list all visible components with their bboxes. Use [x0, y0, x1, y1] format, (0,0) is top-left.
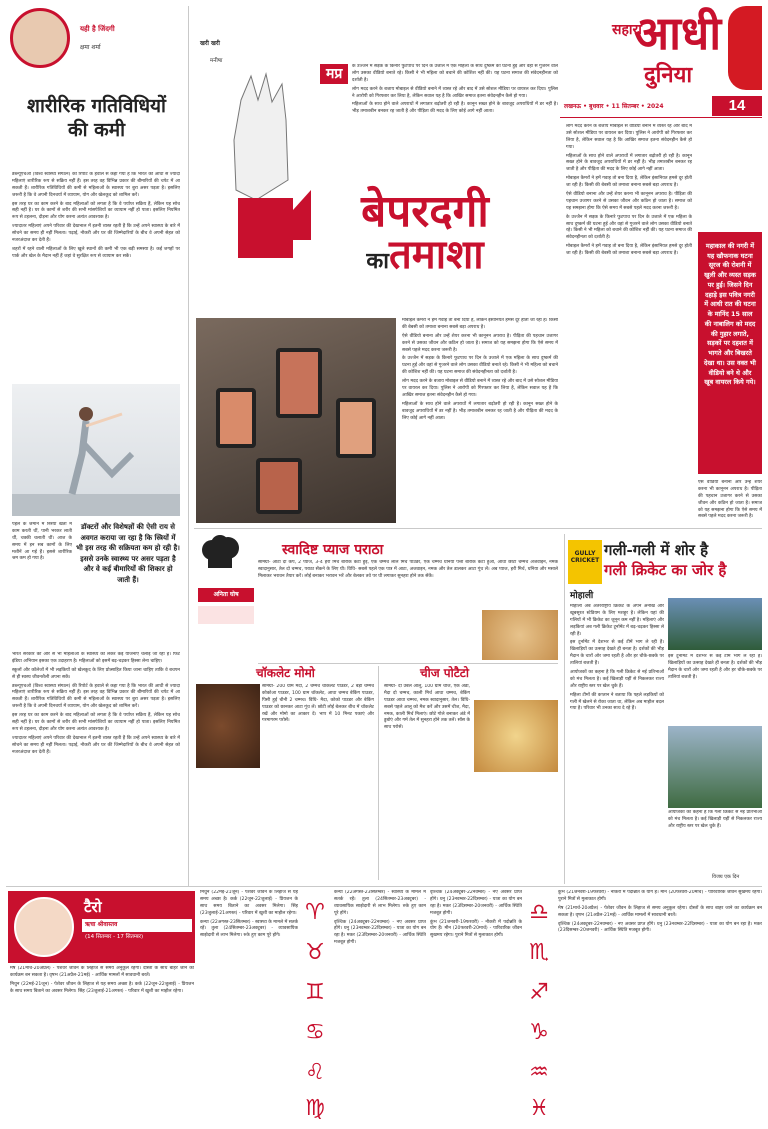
paragraph: ज्यादातर महिलाएं अपने परिवार की देखभाल में इतनी व्यस्त रहती हैं कि उन्हें अपने स्वास्थ्य के बारे में सोचने का समय ही नहीं मिलता। पढ़ाई, नौकरी और घर की जिम्मेदारियों के बीच वे अपनी सेहत को नजरअंदाज कर देती हैं। [12, 735, 180, 755]
paragraph: इस टूर्नामेंट में देशभर से कई टीमें भाग ले रही हैं। खिलाड़ियों का उत्साह देखते ही बनता है। दर्शकों की भीड़ मैदान के चारों ओर जमा रहती है और हर चौके-छक्के पर तालियां बजती हैं। [668, 654, 762, 680]
paragraph: महिलाओं के साथ होने वाले अपराधों में लगातार बढ़ोतरी हो रही है। कानून सख्त होने के बावजूद अपराधियों में डर नहीं है। भीड़ तमाशबीन बनकर रह जाती है और पीड़िता की मदद के लिए कोई आगे नहीं आता। [566, 153, 692, 173]
cricket-body-col2b [668, 810, 762, 872]
author-name: क्षमा शर्मा [80, 44, 101, 51]
cricket-match-photo [668, 598, 762, 650]
main-body-col1 [402, 318, 558, 523]
section-divider [6, 886, 762, 887]
virgo-icon: ♍ [305, 1096, 325, 1121]
paragraph: मोहाली अब अंतरराष्ट्रीय क्रिकेट के अपने अनोखे और खूबसूरत स्टेडियम के लिए मशहूर है। लेकिन यहां की गलियों में भी क्रिकेट का जुनून कम नहीं है। महिलाएं और लड़कियां अब गली क्रिकेट टूर्नामेंट में बढ़-चढ़कर हिस्सा ले रही हैं। [570, 604, 664, 637]
paragraph: महिलाओं के साथ होने वाले अपराधों में लगातार बढ़ोतरी हो रही है। कानून सख्त होने के बावजूद अपराधियों में डर नहीं है। भीड़ तमाशबीन बनकर रह जाती है और पीड़िता की मदद के लिए कोई आगे नहीं आता। [352, 102, 558, 115]
left-body [12, 172, 180, 380]
leo-icon: ♌ [305, 1060, 325, 1085]
paragraph: कुंभ (21जनवरी-19फरवरी) - नौकरी में पदोन्नति के योग हैं। मीन (20फरवरी-20मार्च) - पारिवारिक जीवन सुखमय रहेगा। पुराने मित्रों से मुलाकात होगी। [430, 919, 522, 939]
main-body-col3 [698, 480, 762, 524]
astrologer-photo [14, 897, 74, 957]
chef-hat-icon [196, 534, 244, 582]
brand-name: सहारा [612, 22, 642, 38]
paragraph: कुंभ (21जनवरी-19फरवरी) - नौकरी में पदोन्नति के योग हैं। मीन (20फरवरी-20मार्च) - पारिवारिक जीवन सुखमय रहेगा। पुराने मित्रों से मुलाकात होगी। [558, 890, 762, 902]
cricket-body-col2a [668, 654, 762, 724]
horoscope-col3 [334, 890, 426, 1124]
recipe-text-3: सामग्री- दो उबले आलू, 100 ग्राम चीज, एक अंडा, मैदा दो चम्मच, काली मिर्च आधा चम्मच, बेकिंग पाउडर आधा चम्मच, नमक स्वादानुसार, तेल। विधि- सबसे पहले आलू को मैश करें और उसमें चीज, मैदा, नमक, काली मिर्च मिलाएं। छोटे गोले बनाकर अंडे में डुबोएं और गर्म तेल में सुनहरा होने तक तलें। सॉस के साथ परोसें। [384, 684, 470, 731]
cricket-lead: मोहाली [570, 591, 594, 601]
cricket-player-photo [668, 726, 762, 808]
cricket-body-col1 [570, 604, 664, 880]
pullquote: डॉक्टरों और विशेषज्ञों की ऐसी राय से अवगत कराया जा रहा है कि स्त्रियों में भी इस तरह की सक्रियता कम हो रही है। इससे उनके स्वास्थ्य पर असर पड़ता है और वे कई बीमारियों की शिकार हो जाती हैं। [76, 523, 180, 584]
main-body-col2 [566, 124, 692, 522]
column-divider [564, 534, 565, 884]
masthead-title: आधी [634, 6, 722, 60]
highlight-box: महाकाल की नगरी में यह खौफनाक घटना सूरज की रोशनी में खुली और व्यस्त सड़क पर हुई। जिसने दिन दहाड़े इस पवित्र नगरी में आधी रात की घटना के मानिंद 15 साल की नाबालिग को मदद की गुहार लगाते, सड़कों पर दहशत में भागते और बिखरते देखा था। उस वक्त भी वीडियो बने थे और खूब वायरल किये गये। [698, 232, 762, 474]
aries-icon: ♈ [305, 900, 325, 925]
photo-credit: विजय एक दिन [712, 874, 740, 880]
paragraph: वृश्चिक (24अक्टूबर-22नवम्बर) - नए अवसर प्राप्त होंगे। धनु (23नवम्बर-22दिसम्बर) - यात्रा का योग बन रहा है। मकर (23दिसम्बर-20जनवरी) - आर्थिक स्थिति मजबूत होगी। [334, 919, 426, 946]
main-headline [300, 186, 550, 278]
left-headline: शारीरिक गतिविधियों की कमी [27, 95, 166, 141]
recipe-text-1: सामग्री- आटा दो कप, 2 प्याज, 3-4 हरी मिर्च बारीक कटी हुई, एक चम्मच लाल मिर्च पाउडर, एक चम्मच धनिया पत्ता बारीक कटा हुआ, आधा छोटा चम्मच अजवाइन, नमक स्वादानुसार, तेल दो चम्मच, पराठा सेंकने के लिए घी। विधि- सबसे पहले एक पात्र में आटा, अजवाइन, नमक और तेल डालकर आटा गूंथ लें। अब प्याज, हरी मिर्च, धनिया और मसाले मिलाकर भरावन तैयार करें। लोई बनाकर भरावन भरें और बेलकर तवे पर घी लगाकर सुनहरा होने तक सेंकें। [258, 560, 558, 579]
libra-icon: ♎ [529, 900, 549, 925]
sagittarius-icon: ♐ [529, 980, 549, 1005]
cancer-icon: ♋ [305, 1020, 325, 1045]
paragraph: डब्ल्यूएचओ (विश्व स्वास्थ्य संगठन) की रिपोर्ट के हवाले से कहा गया है कि भारत की आधी से ज्यादा महिलाएं शारीरिक रूप से सक्रिय नहीं हैं। इस तरह वह विभिन्न प्रकार की बीमारियों की चपेट में आ सकती हैं। शारीरिक गतिविधियों की कमी से महिलाओं के स्वास्थ्य पर बुरा असर पड़ता है। इसलिए जरूरी है कि वे अपनी दिनचर्या में व्यायाम, योग और खेलकूद को शामिल करें। [12, 683, 180, 710]
recipe-author: अनिता घोष [198, 588, 254, 602]
paragraph: के उज्जैन में सड़क के किनारे फुटपाथ पर दिन के उजाले में एक महिला के साथ दुष्कर्म की घटना हुई और वहां से गुजरने वाले लोग उसका वीडियो बनाते रहे। किसी ने भी महिला को बचाने की कोशिश नहीं की। यह घटना समाज की संवेदनहीनता को दर्शाती है। [402, 356, 558, 376]
paragraph: पहले के जमाने में स्त्रियां खेतों में काम करती थीं, पानी भरकर लाती थीं, चक्की चलाती थीं। आज के समय में इन सब कामों के लिए मशीनें आ गई हैं। इससे शारीरिक श्रम कम हो गया है। [12, 522, 72, 562]
paragraph: मिथुन (22मई-21जून) - पेशेवर जीवन के लिहाज से यह समय अच्छा है। कर्क (22जून-22जुलाई) - प्रियजन के साथ समय बिताने का अवसर मिलेगा। सिंह (23जुलाई-21अगस्त) - परिवार में खुशी का माहौल रहेगा। [10, 981, 194, 994]
paragraph: इस तरह घर का काम करने के बाद महिलाओं को लगता है कि वे पर्याप्त सक्रिय हैं, लेकिन यह सोच सही नहीं है। घर के कामों से शरीर की सभी मांसपेशियों का व्यायाम नहीं हो पाता। इसलिए नियमित रूप से टहलना, दौड़ना और योग करना अत्यंत आवश्यक है। [12, 713, 180, 732]
paragraph: इस टूर्नामेंट में देशभर से कई टीमें भाग ले रही हैं। खिलाड़ियों का उत्साह देखते ही बनता है। दर्शकों की भीड़ मैदान के चारों ओर जमा रहती है और हर चौके-छक्के पर तालियां बजती हैं। [570, 640, 664, 667]
horoscope-title: टैरो [84, 898, 102, 916]
crowd-phones-photo [196, 318, 396, 523]
scorpio-icon: ♏ [529, 940, 549, 965]
paragraph: डब्ल्यूएचओ (विश्व स्वास्थ्य संगठन) की रिपोर्ट के हवाले से कहा गया है कि भारत की आधी से ज्यादा महिलाएं शारीरिक रूप से सक्रिय नहीं हैं। इस तरह वह विभिन्न प्रकार की बीमारियों की चपेट में आ सकती हैं। शारीरिक गतिविधियों की कमी से महिलाओं के स्वास्थ्य पर बुरा असर पड़ता है। इसलिए जरूरी है कि वे अपनी दिनचर्या में व्यायाम, योग और खेलकूद को शामिल करें। [12, 172, 180, 198]
paragraph: इस तरह घर का काम करने के बाद महिलाओं को लगता है कि वे पर्याप्त सक्रिय हैं, लेकिन यह सोच सही नहीं है। घर के कामों से शरीर की सभी मांसपेशियों का व्यायाम नहीं हो पाता। इसलिए नियमित रूप से टहलना, दौड़ना और योग करना अत्यंत आवश्यक है। [12, 201, 180, 221]
horoscope-author: ऋचा श्रीवास्तव [82, 919, 192, 932]
paragraph: लोग मदद करने के बजाय मोबाइल से वीडियो बनाने में व्यस्त रहे और बाद में उसे सोशल मीडिया पर वायरल कर दिया। पुलिस ने आरोपी को गिरफ्तार कर लिया है, लेकिन सवाल यह है कि आखिर समाज इतना संवेदनहीन कैसे हो गया। [402, 379, 558, 398]
recipe-text-2: सामग्री- 200 ग्राम मैदा, 2 चम्मच चॉकलेट पाउडर, 2 बड़ा चम्मच कोकोआ पाउडर, 100 ग्राम चॉकलेट, आधा चम्मच बेकिंग पाउडर, पिसी हुई चीनी 2 चम्मच। विधि- मैदा, कोको पाउडर और बेकिंग पाउडर को छानकर आटा गूंथ लें। छोटी लोई बेलकर बीच में चॉकलेट रखें और मोमो का आकार दें। भाप में 10 मिनट पकाएं और गरमागरम परोसें। [262, 684, 374, 724]
paragraph: कन्या (22अगस्त-23सितम्बर) - स्वास्थ्य के मामले में सतर्क रहें। तुला (24सितम्बर-23अक्टूबर) - व्यावसायिक साझेदारी से लाभ मिलेगा। रुके हुए काम पूरे होंगे। [334, 890, 426, 916]
cricket-headline-2: गली क्रिकेट का जोर है [604, 561, 727, 579]
horoscope-date-range: (14 सितम्बर - 17 सितम्बर) [85, 934, 144, 940]
cheese-potato-photo [474, 700, 558, 772]
paragraph: शहरों में रहने वाली महिलाओं के लिए खुले स्थानों की कमी भी एक बड़ी समस्या है। कई जगहों पर पार्क और खेल के मैदान नहीं हैं जहां वे सुरक्षित रूप से व्यायाम कर सकें। [12, 246, 180, 259]
left-body-3 [12, 652, 180, 884]
recipe-col-divider [378, 666, 379, 880]
left-body-2 [12, 522, 72, 648]
paratha-photo [482, 610, 558, 660]
aquarius-icon: ♒ [529, 1060, 549, 1085]
story-byline: मनीषा [210, 58, 223, 64]
paragraph: मेष (21मार्च-20अप्रैल) - पेशेवर जीवन के लिहाज से समय अनुकूल रहेगा। दोस्तों के साथ बाहर जाने का कार्यक्रम बन सकता है। वृषभ (21अप्रैल-21मई) - आर्थिक मामलों में सावधानी बरतें। [10, 966, 194, 978]
paragraph: आयोजकों का कहना है कि गली क्रिकेट से नई प्रतिभाओं को मंच मिलता है। कई खिलाड़ी यहीं से निकलकर राज्य और राष्ट्रीय स्तर पर खेल चुके हैं। [570, 670, 664, 689]
paragraph: मोबाइल कैमरों ने हमें गवाह तो बना दिया है, लेकिन इंसानियत हमसे दूर होती जा रही है। किसी की बेबसी को तमाशा बनाना सबसे बड़ा अपराध है। [402, 318, 558, 330]
yoga-photo [12, 384, 180, 516]
paragraph: के उज्जैन में सड़क के किनारे फुटपाथ पर दिन के उजाले में एक महिला के साथ दुष्कर्म की घटना हुई और वहां से गुजरने वाले लोग उसका वीडियो बनाते रहे। किसी ने भी महिला को बचाने की कोशिश नहीं की। यह घटना समाज की संवेदनहीनता को दर्शाती है। [566, 214, 692, 241]
masthead-subtitle: दुनिया [644, 62, 693, 88]
paragraph: लोग मदद करने के बजाय मोबाइल से वीडियो बनाने में व्यस्त रहे और बाद में उसे सोशल मीडिया पर वायरल कर दिया। पुलिस ने आरोपी को गिरफ्तार कर लिया है, लेकिन सवाल यह है कि आखिर समाज इतना संवेदनहीन कैसे हो गया। [352, 86, 558, 99]
paragraph: भारत सरकार की ओर से भी महिलाओं के स्वास्थ्य को लेकर कई योजनाएं चलाई जा रही हैं। फिट इंडिया अभियान इसका एक उदाहरण है। महिलाओं को इसमें बढ़-चढ़कर हिस्सा लेना चाहिए। [12, 652, 180, 664]
paragraph: कन्या (22अगस्त-23सितम्बर) - स्वास्थ्य के मामले में सतर्क रहें। तुला (24सितम्बर-23अक्टूबर) - व्यावसायिक साझेदारी से लाभ मिलेगा। रुके हुए काम पूरे होंगे। [200, 919, 298, 939]
column-divider [188, 6, 189, 886]
paragraph: महिलाओं के साथ होने वाले अपराधों में लगातार बढ़ोतरी हो रही है। कानून सख्त होने के बावजूद अपराधियों में डर नहीं है। भीड़ तमाशबीन बनकर रह जाती है और पीड़िता की मदद के लिए कोई आगे नहीं आता। [402, 401, 558, 421]
masthead-rule [560, 117, 762, 118]
recipe-title-2: चॉकलेट मोमो [256, 666, 315, 680]
story-tag: खरी खरी [200, 40, 220, 47]
section-divider [194, 528, 762, 529]
hand-illustration [196, 70, 311, 300]
gully-cricket-logo: GULLY CRICKET [568, 540, 602, 584]
recipe-title-3: चीज पोटैटो [420, 666, 469, 680]
paragraph: मेष (21मार्च-20अप्रैल) - पेशेवर जीवन के लिहाज से समय अनुकूल रहेगा। दोस्तों के साथ बाहर जाने का कार्यक्रम बन सकता है। वृषभ (21अप्रैल-21मई) - आर्थिक मामलों में सावधानी बरतें। [558, 905, 762, 918]
pisces-icon: ♓ [529, 1096, 549, 1121]
paragraph: ऐसे वीडियो बनाना और उन्हें शेयर करना भी कानूनन अपराध है। पीड़िता की पहचान उजागर करने से उसका जीवन और कठिन हो जाता है। समाज को यह समझना होगा कि ऐसे समय में सबसे पहले मदद करना जरूरी है। [698, 480, 762, 520]
paragraph: ऐसे वीडियो बनाना और उन्हें शेयर करना भी कानूनन अपराध है। पीड़िता की पहचान उजागर करने से उसका जीवन और कठिन हो जाता है। समाज को यह समझना होगा कि ऐसे समय में सबसे पहले मदद करना जरूरी है। [566, 192, 692, 211]
masthead-logo [598, 6, 722, 96]
horoscope-col4 [430, 890, 522, 1124]
author-photo-small [198, 606, 254, 624]
paragraph: ऐसे वीडियो बनाना और उन्हें शेयर करना भी कानूनन अपराध है। पीड़िता की पहचान उजागर करने से उसका जीवन और कठिन हो जाता है। समाज को यह समझना होगा कि ऐसे समय में सबसे पहले मदद करना जरूरी है। [402, 333, 558, 353]
recipe-divider [258, 663, 558, 664]
paragraph: के उज्जैन में सड़क के किनारे फुटपाथ पर दिन के उजाले में एक महिला के साथ दुष्कर्म की घटना हुई और वहां से गुजरने वाले लोग उसका वीडियो बनाते रहे। किसी ने भी महिला को बचाने की कोशिश नहीं की। यह घटना समाज की संवेदनहीनता को दर्शाती है। [352, 64, 558, 83]
page-number: 14 [712, 96, 762, 116]
paragraph: महिला टीमों की कप्तान ने बताया कि पहले लड़कियों को गली में खेलने से रोका जाता था, लेकिन अब माहौल बदल गया है। परिवार भी उनका साथ दे रहे हैं। [570, 692, 664, 712]
paragraph: स्कूलों और कॉलेजों में भी लड़कियों को खेलकूद के लिए प्रोत्साहित किया जाना चाहिए ताकि वे बचपन से ही स्वस्थ जीवनशैली अपना सकें। [12, 667, 180, 680]
horoscope-col2 [200, 890, 298, 1124]
main-headline-line2: तमाशा [388, 231, 484, 278]
cricket-headline-1: गली-गली में शोर है [604, 541, 709, 559]
lead-word: मप्र [320, 64, 348, 84]
taurus-icon: ♉ [305, 940, 325, 965]
paragraph: लोग मदद करने के बजाय मोबाइल से वीडियो बनाने में व्यस्त रहे और बाद में उसे सोशल मीडिया पर वायरल कर दिया। पुलिस ने आरोपी को गिरफ्तार कर लिया है, लेकिन सवाल यह है कि आखिर समाज इतना संवेदनहीन कैसे हो गया। [566, 124, 692, 150]
main-headline-connector: का [366, 248, 389, 274]
paragraph: मोबाइल कैमरों ने हमें गवाह तो बना दिया है, लेकिन इंसानियत हमसे दूर होती जा रही है। किसी की बेबसी को तमाशा बनाना सबसे बड़ा अपराध है। [566, 244, 692, 257]
capricorn-icon: ♑ [529, 1020, 549, 1045]
paragraph: मिथुन (22मई-21जून) - पेशेवर जीवन के लिहाज से यह समय अच्छा है। कर्क (22जून-22जुलाई) - प्रियजन के साथ समय बिताने का अवसर मिलेगा। सिंह (23जुलाई-21अगस्त) - परिवार में खुशी का माहौल रहेगा। [200, 890, 298, 916]
paragraph: आयोजकों का कहना है कि गली क्रिकेट से नई प्रतिभाओं को मंच मिलता है। कई खिलाड़ी यहीं से निकलकर राज्य और राष्ट्रीय स्तर पर खेल चुके हैं। [668, 810, 762, 829]
horoscope-col1 [10, 966, 194, 1124]
recipe-title-1: स्वादिष्ट प्याज पराठा [282, 542, 384, 558]
paragraph: ज्यादातर महिलाएं अपने परिवार की देखभाल में इतनी व्यस्त रहती हैं कि उन्हें अपने स्वास्थ्य के बारे में सोचने का समय ही नहीं मिलता। पढ़ाई, नौकरी और घर की जिम्मेदारियों के बीच वे अपनी सेहत को नजरअंदाज कर देती हैं। [12, 224, 180, 244]
momo-photo [196, 684, 260, 768]
paragraph: मोबाइल कैमरों ने हमें गवाह तो बना दिया है, लेकिन इंसानियत हमसे दूर होती जा रही है। किसी की बेबसी को तमाशा बनाना सबसे बड़ा अपराध है। [566, 176, 692, 189]
author-photo [10, 8, 70, 68]
column-tag: यही है जिंदगी [80, 25, 115, 33]
paragraph: वृश्चिक (24अक्टूबर-22नवम्बर) - नए अवसर प्राप्त होंगे। धनु (23नवम्बर-22दिसम्बर) - यात्रा का योग बन रहा है। मकर (23दिसम्बर-20जनवरी) - आर्थिक स्थिति मजबूत होगी। [558, 921, 762, 934]
profile-silhouette-graphic [728, 6, 762, 90]
horoscope-header [8, 891, 195, 963]
horoscope-col5 [558, 890, 762, 1124]
dateline: लखनऊ • बुधवार • 11 सितम्बर • 2024 [564, 103, 664, 110]
gemini-icon: ♊ [305, 980, 325, 1005]
main-headline-line1: बेपरदगी [361, 186, 489, 237]
paragraph: वृश्चिक (24अक्टूबर-22नवम्बर) - नए अवसर प्राप्त होंगे। धनु (23नवम्बर-22दिसम्बर) - यात्रा का योग बन रहा है। मकर (23दिसम्बर-20जनवरी) - आर्थिक स्थिति मजबूत होगी। [430, 890, 522, 916]
